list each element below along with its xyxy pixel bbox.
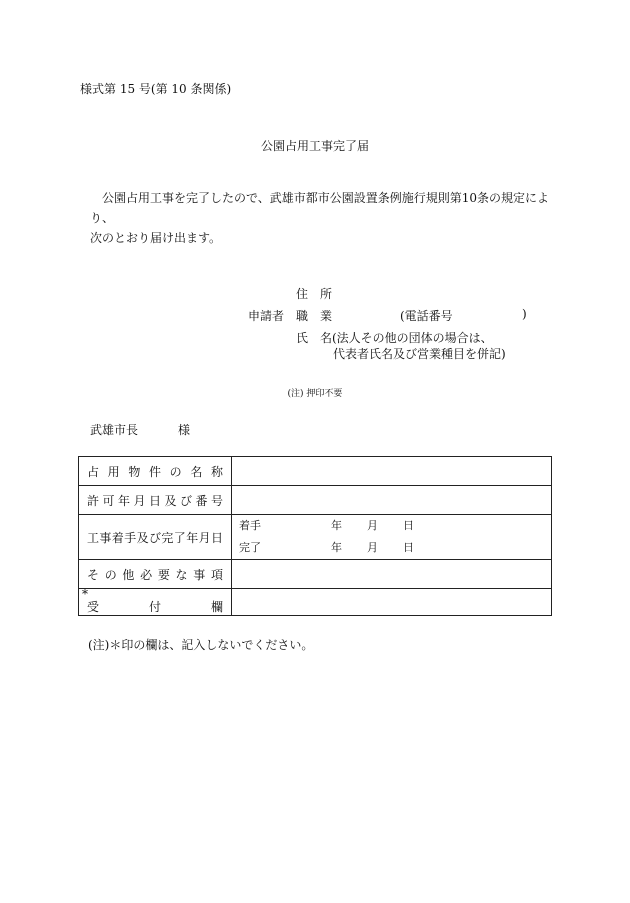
end-date-row: [232, 537, 551, 559]
end-label: 完了: [239, 541, 261, 554]
addressee-honorific: 様: [178, 423, 191, 437]
phone-label: (電話番号: [400, 309, 453, 323]
occupied-object-label: 占用物件の名称: [79, 457, 232, 486]
applicant-label: 申請者: [248, 309, 285, 323]
addressee-name: 武雄市長: [90, 423, 139, 437]
permit-date-label: 許可年月日及び番号: [79, 486, 232, 515]
permit-date-field[interactable]: [232, 486, 552, 515]
table-row: [79, 515, 552, 560]
table-row: [79, 457, 552, 486]
table-row: [79, 589, 552, 616]
phone-close: ): [522, 307, 527, 321]
address-label: 住 所: [296, 287, 333, 301]
reception-field: [232, 589, 552, 616]
occupation-label: 職 業: [296, 309, 333, 323]
name-label: 氏 名(法人その他の団体の場合は、: [296, 331, 493, 345]
body-paragraph: [90, 188, 560, 248]
name-label-note: 代表者氏名及び営業種目を併記): [333, 347, 506, 361]
occupied-object-field[interactable]: [232, 457, 552, 486]
other-matters-field[interactable]: [232, 560, 552, 589]
table-row: [79, 560, 552, 589]
addressee: [90, 421, 190, 438]
start-date-row: [232, 515, 551, 537]
work-dates-label: 工事着手及び完了年月日: [79, 515, 232, 560]
month-label: 月: [367, 519, 378, 532]
form-number: 様式第 15 号(第 10 条関係): [80, 82, 232, 96]
seal-note: (注) 押印不要: [287, 389, 343, 399]
year-label: 年: [331, 541, 342, 554]
asterisk-mark: *: [82, 587, 88, 601]
work-dates-field[interactable]: [232, 515, 552, 560]
footnote: (注)＊印の欄は、記入しないでください。: [88, 638, 314, 652]
body-line-2: 次のとおり届け出ます。: [90, 231, 222, 245]
day-label: 日: [403, 541, 414, 554]
body-line-1: 公園占用工事を完了したので、武雄市都市公園設置条例施行規則第10条の規定により、: [90, 191, 550, 225]
day-label: 日: [403, 519, 414, 532]
month-label: 月: [367, 541, 378, 554]
year-label: 年: [331, 519, 342, 532]
form-table: [78, 456, 552, 616]
document-title: 公園占用工事完了届: [260, 139, 369, 153]
reception-label: 受付欄: [87, 600, 223, 614]
table-row: [79, 486, 552, 515]
reception-label-cell: [79, 589, 232, 616]
other-matters-label: その他必要な事項: [79, 560, 232, 589]
start-label: 着手: [239, 519, 261, 532]
